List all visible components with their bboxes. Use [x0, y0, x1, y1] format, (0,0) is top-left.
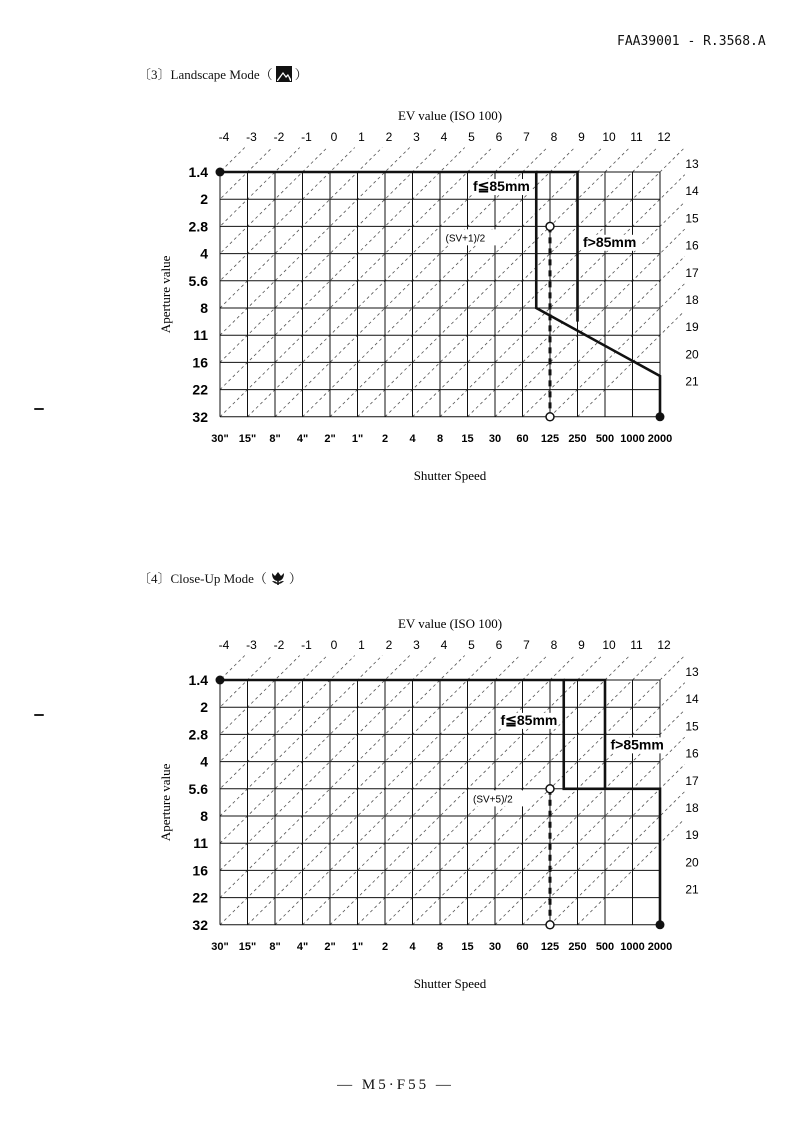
shutter-tick-label: 8"	[269, 432, 281, 445]
ev-top-label: 7	[523, 130, 530, 144]
shutter-tick-label: 4"	[296, 940, 309, 953]
shutter-tick-label: 500	[595, 432, 615, 445]
ev-right-label: 18	[685, 293, 699, 307]
x-axis-title: Shutter Speed	[413, 975, 487, 991]
program-annotation: f≦85mm	[473, 178, 530, 195]
shutter-tick-label: 15"	[238, 432, 257, 445]
program-endpoint	[216, 168, 225, 177]
ev-diagonal-line	[275, 656, 547, 925]
ev-right-label: 14	[685, 184, 699, 199]
program-endpoint	[656, 412, 665, 421]
ev-top-label: 9	[578, 130, 585, 144]
aperture-tick-label: 1.4	[188, 672, 208, 688]
ev-axis-title: EV value (ISO 100)	[397, 616, 503, 631]
shutter-tick-label: 30"	[211, 432, 229, 445]
shutter-tick-label: 4	[409, 940, 416, 953]
program-endpoint	[216, 676, 225, 685]
page-footer: — M5·F55 —	[337, 1077, 454, 1093]
ev-diagonal-line	[330, 148, 602, 417]
ev-right-label: 20	[685, 347, 699, 362]
ev-top-label: -3	[246, 638, 257, 652]
ev-top-label: -4	[218, 130, 230, 144]
shutter-tick-label: 1000	[620, 432, 645, 445]
shutter-tick-label: 30	[488, 432, 502, 445]
shutter-tick-label: 250	[568, 432, 587, 445]
aperture-tick-label: 16	[192, 862, 208, 879]
section-title-suffix: ）	[294, 67, 308, 82]
aperture-tick-label: 5.6	[188, 272, 208, 289]
ev-diagonal-line	[221, 148, 327, 253]
ev-right-label: 13	[685, 665, 699, 679]
shutter-tick-label: 2000	[647, 940, 673, 953]
section-title-prefix: 〔4〕Close-Up Mode（	[138, 571, 267, 586]
ev-right-label: 16	[685, 238, 699, 253]
ev-right-label: 19	[685, 320, 699, 335]
aperture-tick-label: 2.8	[188, 726, 208, 743]
ev-diagonal-line	[221, 656, 354, 788]
ev-top-label: 4	[440, 130, 448, 144]
landscape-mode-chart	[0, 100, 791, 495]
program-annotation: (SV+5)/2	[473, 794, 513, 806]
ev-top-label: 8	[550, 638, 558, 652]
ev-right-label: 19	[685, 828, 699, 843]
shutter-tick-label: 2	[381, 940, 389, 953]
ev-diagonal-line	[220, 148, 465, 390]
ev-right-label: 16	[685, 746, 699, 761]
ev-diagonal-line	[220, 656, 492, 925]
shutter-tick-label: 15	[461, 432, 474, 445]
ev-top-label: -2	[273, 638, 285, 652]
ev-diagonal-line	[495, 737, 685, 925]
ev-top-label: -3	[246, 130, 257, 144]
ev-diagonal-line	[385, 656, 657, 925]
ev-diagonal-line	[303, 148, 575, 417]
landscape-mountain-icon	[276, 66, 292, 82]
shutter-tick-label: 15	[461, 940, 474, 953]
ev-top-label: 8	[550, 130, 558, 144]
document-code: FAA39001 - R.3568.A	[617, 34, 766, 49]
ev-top-label: 6	[495, 130, 503, 144]
shutter-tick-label: 60	[516, 940, 529, 953]
ev-diagonal-line	[220, 656, 410, 844]
shutter-tick-label: 2000	[647, 432, 673, 445]
ev-diagonal-line	[303, 656, 575, 925]
program-annotation: (SV+1)/2	[445, 233, 486, 245]
ev-top-label: -4	[218, 638, 230, 652]
ev-top-label: 3	[413, 130, 420, 144]
shutter-tick-label: 1"	[351, 940, 364, 953]
aperture-tick-label: 8	[200, 300, 208, 316]
ev-top-label: 10	[602, 638, 616, 652]
ev-top-label: 0	[330, 130, 338, 144]
ev-diagonal-line	[220, 148, 410, 336]
ev-top-label: 0	[330, 638, 338, 652]
ev-right-label: 21	[685, 374, 699, 389]
section-title-closeup	[138, 568, 302, 587]
aperture-tick-label: 5.6	[188, 780, 208, 797]
grid-lines	[220, 680, 660, 925]
section-title-suffix: ）	[288, 571, 302, 586]
ev-right-label: 20	[685, 855, 699, 870]
ev-diagonal-line	[495, 229, 685, 417]
aperture-tick-label: 16	[192, 354, 208, 371]
ev-top-label: 9	[578, 638, 585, 652]
ev-right-label: 15	[685, 719, 699, 734]
shutter-tick-label: 2"	[324, 940, 336, 953]
aperture-tick-label: 8	[200, 808, 208, 824]
aperture-tick-label: 1.4	[188, 164, 208, 180]
ev-top-label: -1	[301, 130, 312, 144]
ev-diagonal-line	[220, 148, 492, 417]
ev-top-label: 11	[630, 638, 643, 652]
ev-right-label: 13	[685, 157, 699, 171]
ev-top-label: 2	[385, 130, 393, 144]
ev-top-label: 1	[358, 638, 365, 652]
section-title-landscape	[138, 64, 308, 83]
ev-diagonal-line	[248, 656, 520, 925]
y-axis-title: Aperture value	[158, 763, 173, 842]
ev-top-label: 2	[385, 638, 393, 652]
aperture-tick-label: 2	[200, 699, 208, 716]
flower-tulip-icon	[270, 570, 286, 586]
closeup-mode-chart	[0, 608, 791, 1003]
aperture-tick-label: 22	[192, 381, 208, 398]
ev-top-label: 5	[468, 638, 475, 652]
ev-diagonal-lines	[220, 656, 685, 925]
ev-diagonal-lines	[220, 148, 685, 417]
shutter-tick-label: 250	[568, 940, 587, 953]
ev-diagonal-line	[550, 792, 685, 925]
aperture-tick-label: 32	[192, 408, 208, 425]
shutter-tick-label: 125	[540, 432, 560, 445]
shutter-tick-label: 1000	[620, 940, 645, 953]
ev-top-label: 11	[630, 130, 643, 144]
ev-top-label: 4	[440, 638, 448, 652]
ev-diagonal-line	[578, 820, 684, 925]
ev-diagonal-line	[330, 656, 602, 925]
ev-top-label: 7	[523, 638, 530, 652]
program-annotation: f≦85mm	[500, 711, 558, 728]
shutter-tick-label: 30	[488, 940, 502, 953]
ev-top-label: 12	[657, 638, 671, 652]
ev-diagonal-line	[220, 656, 437, 871]
ev-top-label: 6	[495, 638, 503, 652]
ev-top-label: 10	[602, 130, 616, 144]
ev-top-label: -2	[273, 130, 285, 144]
aperture-tick-label: 2	[200, 191, 208, 208]
ev-top-label: 1	[358, 130, 365, 144]
shutter-tick-label: 125	[540, 940, 560, 953]
binding-edge-mark	[34, 714, 44, 716]
grid-lines	[220, 172, 660, 417]
ev-right-label: 17	[685, 265, 699, 280]
shutter-tick-label: 500	[595, 940, 615, 953]
x-axis-title: Shutter Speed	[413, 467, 487, 483]
aperture-tick-label: 32	[192, 916, 208, 933]
ev-diagonal-line	[221, 656, 244, 679]
aperture-tick-label: 11	[193, 327, 208, 344]
program-annotation: f>85mm	[610, 736, 664, 753]
y-axis-title: Aperture value	[158, 255, 173, 334]
ev-top-label: 12	[657, 130, 671, 144]
shutter-tick-label: 60	[516, 432, 529, 445]
ev-right-label: 15	[685, 211, 699, 226]
program-endpoint	[656, 920, 665, 929]
ev-right-label: 21	[685, 882, 699, 897]
ev-right-label: 18	[685, 801, 699, 815]
aperture-tick-label: 4	[200, 245, 208, 262]
ev-top-label: -1	[301, 638, 312, 652]
dashed-line-endpoint	[546, 921, 554, 929]
ev-top-label: 3	[413, 638, 420, 652]
ev-axis-title: EV value (ISO 100)	[397, 108, 503, 123]
shutter-tick-label: 1"	[351, 432, 364, 445]
ev-diagonal-line	[221, 148, 354, 280]
ev-diagonal-line	[221, 656, 327, 761]
ev-top-label: 5	[468, 130, 475, 144]
shutter-tick-label: 8	[436, 940, 444, 953]
ev-right-label: 14	[685, 692, 699, 707]
dashed-line-endpoint	[546, 785, 554, 793]
ev-diagonal-line	[468, 202, 685, 417]
ev-diagonal-line	[358, 656, 630, 925]
aperture-tick-label: 2.8	[188, 218, 208, 235]
shutter-tick-label: 15"	[238, 940, 257, 953]
shutter-tick-label: 2"	[324, 432, 336, 445]
ev-diagonal-line	[220, 656, 465, 898]
shutter-tick-label: 2	[381, 432, 389, 445]
ev-diagonal-line	[440, 175, 685, 417]
shutter-tick-label: 4"	[296, 432, 309, 445]
shutter-tick-label: 8"	[269, 940, 281, 953]
aperture-tick-label: 11	[193, 835, 208, 852]
ev-diagonal-line	[578, 312, 684, 417]
aperture-tick-label: 22	[192, 889, 208, 906]
dashed-line-endpoint	[546, 222, 554, 230]
dashed-line-endpoint	[546, 413, 554, 421]
ev-diagonal-line	[221, 148, 244, 171]
section-title-prefix: 〔3〕Landscape Mode（	[138, 67, 273, 82]
shutter-tick-label: 4	[409, 432, 416, 445]
ev-right-label: 17	[685, 773, 699, 788]
ev-diagonal-line	[550, 284, 685, 417]
program-annotation: f>85mm	[583, 233, 637, 250]
binding-edge-mark	[34, 408, 44, 410]
ev-diagonal-line	[220, 148, 437, 363]
shutter-tick-label: 30"	[211, 940, 229, 953]
aperture-tick-label: 4	[200, 753, 208, 770]
shutter-tick-label: 8	[436, 432, 444, 445]
